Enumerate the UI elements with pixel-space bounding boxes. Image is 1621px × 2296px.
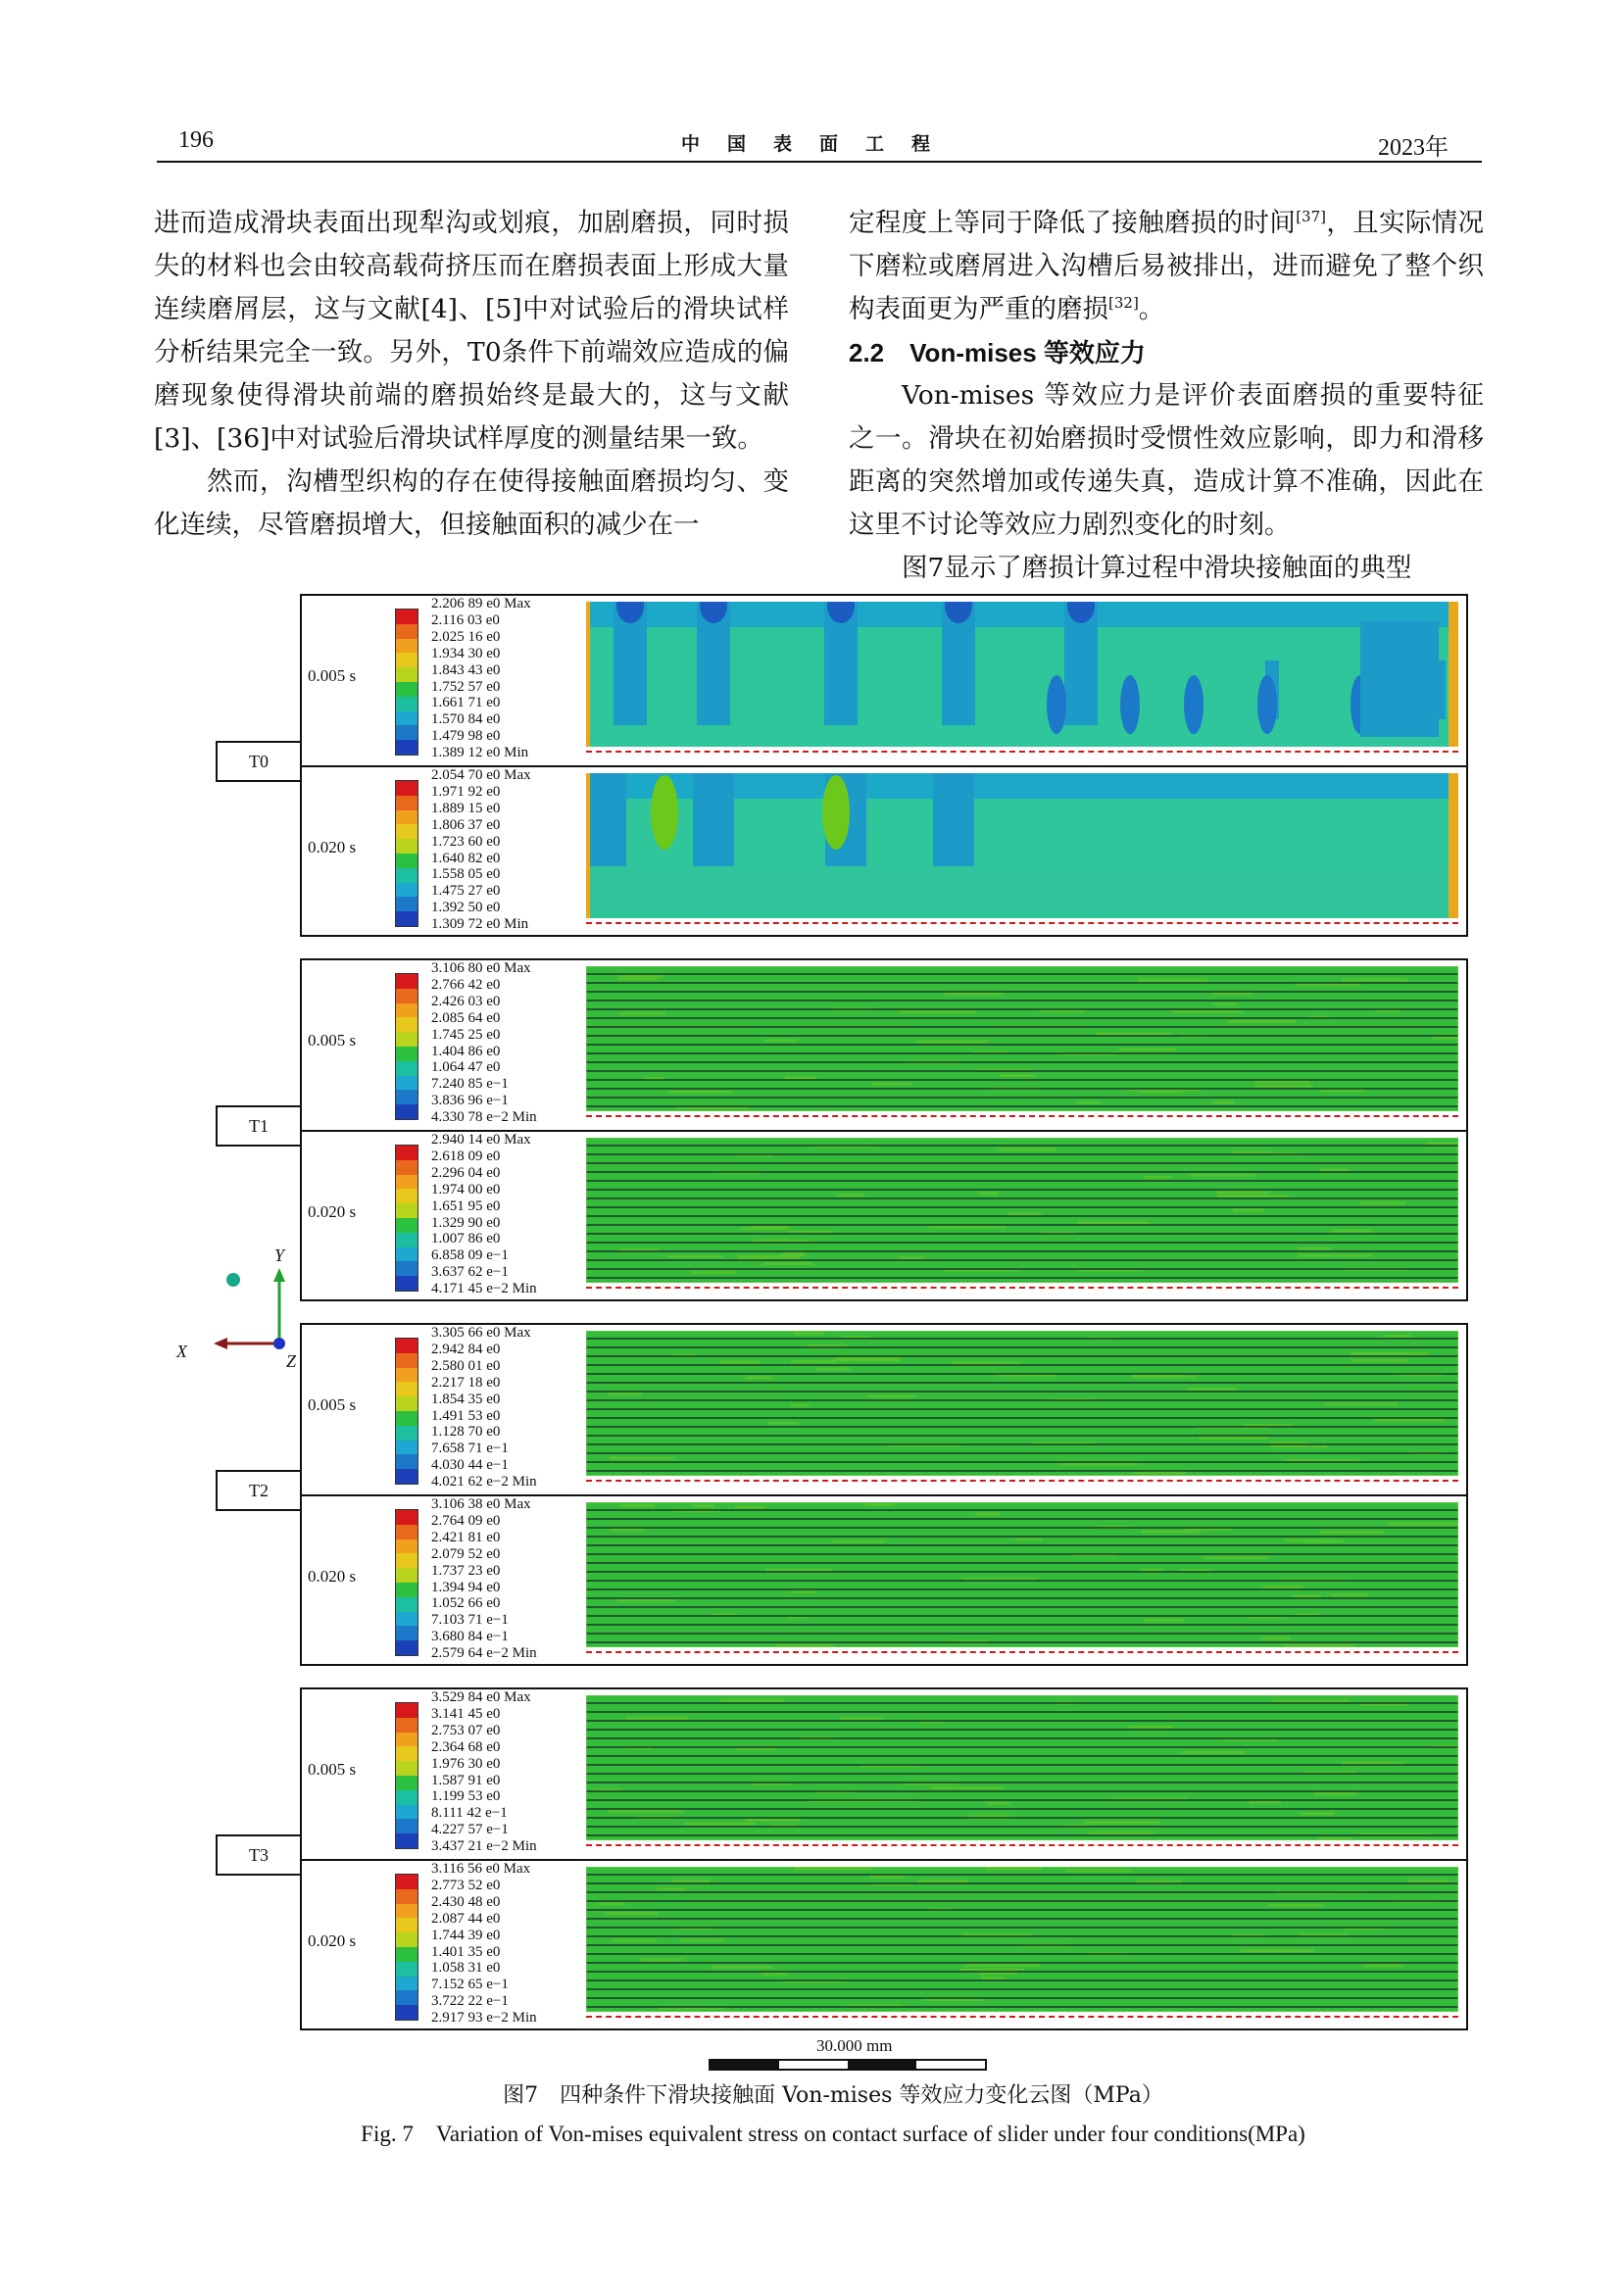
- legend-value: 2.764 09 e0: [431, 1512, 501, 1529]
- legend-value: 2.917 93 e−2 Min: [431, 2010, 537, 2027]
- reference-dashed-line: [586, 922, 1458, 924]
- legend-value: 3.116 56 e0 Max: [431, 1861, 531, 1877]
- colorbar: [395, 780, 418, 927]
- colorbar-swatch: [396, 1819, 418, 1833]
- colorbar-swatch: [396, 1203, 418, 1218]
- colorbar-swatch: [396, 974, 418, 989]
- colorbar: [395, 1874, 418, 2021]
- legend-value: 2.079 52 e0: [431, 1545, 501, 1562]
- reference-dashed-line: [586, 1651, 1458, 1653]
- colorbar-swatch: [396, 1833, 418, 1848]
- legend-value: 1.587 91 e0: [431, 1772, 501, 1788]
- legend-value: 3.305 66 e0 Max: [431, 1325, 531, 1341]
- page-number: 196: [178, 127, 214, 153]
- legend-value: 1.976 30 e0: [431, 1755, 501, 1772]
- coordinate-triad-icon: [196, 1260, 294, 1358]
- colorbar: [395, 973, 418, 1120]
- citation: [32]: [1108, 294, 1139, 313]
- legend-value: 3.722 22 e−1: [431, 1993, 509, 2010]
- colorbar-swatch: [396, 653, 418, 667]
- stress-contour-plot: [586, 966, 1458, 1111]
- colorbar-swatch: [396, 854, 418, 868]
- time-label: 0.005 s: [308, 1395, 357, 1414]
- time-label: 0.005 s: [308, 666, 357, 685]
- figure-7: [176, 594, 1470, 2146]
- time-label: 0.005 s: [308, 1031, 357, 1050]
- legend-value: 1.974 00 e0: [431, 1181, 501, 1197]
- colorbar-swatch: [396, 897, 418, 911]
- paragraph: 进而造成滑块表面出现犁沟或划痕，加剧磨损，同时损失的材料也会由较高载荷挤压而在磨损表面上形成大量连续磨屑层，这与文献[4]、[5]中对试验后的滑块试样分析结果完全一致。另外，T0条件下前端效应造成的偏磨现象使得滑块前端的磨损始终是最大的，这与文献[3]、[36]中对试验后滑块试样厚度的测量结果一致。: [154, 208, 789, 454]
- colorbar-legend: [431, 1496, 537, 1662]
- journal-title: 中国表面工程: [680, 134, 958, 155]
- time-label: 0.020 s: [308, 838, 357, 856]
- colorbar-swatch: [396, 1339, 418, 1353]
- colorbar-swatch: [396, 1353, 418, 1368]
- colorbar: [395, 1338, 418, 1485]
- time-label: 0.020 s: [308, 1931, 357, 1950]
- figure-caption-en: Fig. 7 Variation of Von-mises equivalent stress on contact surface of slider under four conditions(MPa): [361, 2122, 1305, 2146]
- colorbar-swatch: [396, 1553, 418, 1568]
- colorbar-swatch: [396, 725, 418, 740]
- colorbar-swatch: [396, 868, 418, 883]
- legend-value: 1.491 53 e0: [431, 1407, 501, 1424]
- stress-contour-plot: [586, 1502, 1458, 1647]
- legend-value: 2.296 04 e0: [431, 1164, 501, 1181]
- stress-contour-plot: [586, 773, 1458, 918]
- colorbar-swatch: [396, 1746, 418, 1761]
- colorbar-swatch: [396, 1776, 418, 1790]
- legend-value: 1.723 60 e0: [431, 833, 501, 850]
- colorbar-swatch: [396, 1469, 418, 1484]
- legend-value: 1.570 84 e0: [431, 711, 501, 728]
- right-column: [849, 202, 1484, 590]
- colorbar-swatch: [396, 624, 418, 639]
- legend-value: 2.580 01 e0: [431, 1357, 501, 1374]
- legend-value: 7.240 85 e−1: [431, 1076, 509, 1093]
- axis-label-z: Z: [286, 1351, 297, 1371]
- colorbar-swatch: [396, 1175, 418, 1190]
- citation: [37]: [1296, 208, 1326, 226]
- colorbar-swatch: [396, 1805, 418, 1820]
- colorbar-swatch: [396, 1932, 418, 1947]
- time-label: 0.020 s: [308, 1567, 357, 1586]
- colorbar-swatch: [396, 1160, 418, 1175]
- scale-label: 30.000 mm: [816, 2036, 893, 2055]
- colorbar-swatch: [396, 1090, 418, 1104]
- colorbar-legend: [431, 1861, 537, 2027]
- colorbar-swatch: [396, 1790, 418, 1805]
- colorbar-swatch: [396, 911, 418, 926]
- reference-dashed-line: [586, 1480, 1458, 1482]
- colorbar-swatch: [396, 1718, 418, 1733]
- colorbar-swatch: [396, 1441, 418, 1455]
- legend-value: 3.836 96 e−1: [431, 1093, 509, 1109]
- legend-value: 2.753 07 e0: [431, 1722, 501, 1738]
- legend-value: 1.128 70 e0: [431, 1424, 501, 1441]
- colorbar-swatch: [396, 1032, 418, 1047]
- colorbar-swatch: [396, 610, 418, 624]
- condition-group-t1: [300, 958, 1468, 1301]
- legend-value: 1.475 27 e0: [431, 883, 501, 900]
- colorbar-swatch: [396, 1977, 418, 1991]
- colorbar-legend: [431, 1325, 537, 1490]
- colorbar: [395, 1509, 418, 1656]
- legend-value: 1.394 94 e0: [431, 1579, 501, 1595]
- colorbar-swatch: [396, 1454, 418, 1469]
- colorbar-swatch: [396, 1061, 418, 1076]
- stress-contour-plot: [586, 1331, 1458, 1476]
- condition-group-t0: [300, 594, 1468, 937]
- section-heading: 2.2 Von-mises 等效应力: [849, 338, 1146, 367]
- condition-label: T3: [216, 1834, 302, 1876]
- colorbar-swatch: [396, 1761, 418, 1776]
- colorbar-swatch: [396, 667, 418, 682]
- legend-value: 1.806 37 e0: [431, 816, 501, 833]
- time-label: 0.005 s: [308, 1760, 357, 1779]
- legend-value: 2.085 64 e0: [431, 1009, 501, 1026]
- colorbar-swatch: [396, 1233, 418, 1247]
- colorbar-swatch: [396, 1261, 418, 1276]
- legend-value: 1.640 82 e0: [431, 850, 501, 866]
- condition-label: T1: [216, 1105, 302, 1147]
- legend-value: 3.437 21 e−2 Min: [431, 1838, 537, 1855]
- paragraph: 然而，沟槽型织构的存在使得接触面磨损均匀、变化连续，尽管磨损增大，但接触面积的减少在一: [154, 466, 789, 540]
- colorbar-swatch: [396, 1382, 418, 1396]
- legend-value: 1.889 15 e0: [431, 800, 501, 816]
- colorbar-swatch: [396, 639, 418, 654]
- colorbar-legend: [431, 960, 537, 1126]
- legend-value: 2.766 42 e0: [431, 976, 501, 993]
- stress-panel: [302, 1325, 1466, 1492]
- colorbar-swatch: [396, 1640, 418, 1655]
- legend-value: 1.752 57 e0: [431, 678, 501, 695]
- legend-value: 1.934 30 e0: [431, 645, 501, 661]
- legend-value: 1.745 25 e0: [431, 1026, 501, 1043]
- reference-dashed-line: [586, 751, 1458, 753]
- colorbar-swatch: [396, 1411, 418, 1426]
- reference-dashed-line: [586, 2016, 1458, 2018]
- legend-value: 7.152 65 e−1: [431, 1977, 509, 1993]
- colorbar: [395, 1145, 418, 1292]
- colorbar-swatch: [396, 824, 418, 839]
- colorbar: [395, 609, 418, 756]
- colorbar-swatch: [396, 1189, 418, 1203]
- axis-label-x: X: [176, 1342, 187, 1361]
- colorbar-swatch: [396, 1047, 418, 1061]
- legend-value: 1.737 23 e0: [431, 1562, 501, 1579]
- colorbar-swatch: [396, 682, 418, 697]
- condition-group-t2: [300, 1323, 1468, 1666]
- legend-value: 1.007 86 e0: [431, 1231, 501, 1247]
- colorbar-swatch: [396, 1003, 418, 1018]
- colorbar-swatch: [396, 1904, 418, 1919]
- colorbar-swatch: [396, 1597, 418, 1612]
- stress-panel: [302, 960, 1466, 1128]
- colorbar-swatch: [396, 740, 418, 755]
- colorbar-swatch: [396, 1076, 418, 1091]
- year: 2023年: [1378, 135, 1449, 161]
- left-column: [154, 202, 789, 547]
- legend-value: 1.329 90 e0: [431, 1214, 501, 1231]
- colorbar-swatch: [396, 1889, 418, 1904]
- legend-value: 1.404 86 e0: [431, 1043, 501, 1059]
- colorbar-swatch: [396, 1990, 418, 2005]
- paragraph: 图7显示了磨损计算过程中滑块接触面的典型: [902, 553, 1412, 583]
- colorbar-swatch: [396, 1583, 418, 1597]
- stress-contour-plot: [586, 1695, 1458, 1840]
- legend-value: 2.773 52 e0: [431, 1877, 501, 1893]
- colorbar-swatch: [396, 989, 418, 1003]
- colorbar-swatch: [396, 1875, 418, 1889]
- legend-value: 1.064 47 e0: [431, 1059, 501, 1076]
- colorbar-legend: [431, 1132, 537, 1297]
- colorbar-swatch: [396, 883, 418, 898]
- legend-value: 4.030 44 e−1: [431, 1457, 509, 1474]
- time-label: 0.020 s: [308, 1202, 357, 1221]
- colorbar-legend: [431, 596, 531, 761]
- legend-value: 2.087 44 e0: [431, 1910, 501, 1927]
- legend-value: 1.309 72 e0 Min: [431, 916, 529, 933]
- paragraph: Von-mises 等效应力是评价表面磨损的重要特征之一。滑块在初始磨损时受惯性效应影响，即力和滑移距离的突然增加或传递失真，造成计算不准确，因此在这里不讨论等效应力剧烈变化的时刻。: [849, 380, 1484, 540]
- condition-label: T2: [216, 1470, 302, 1511]
- legend-value: 2.116 03 e0: [431, 611, 500, 628]
- colorbar-swatch: [396, 1525, 418, 1539]
- legend-value: 1.651 95 e0: [431, 1197, 501, 1214]
- legend-value: 2.025 16 e0: [431, 628, 501, 645]
- legend-value: 1.558 05 e0: [431, 866, 501, 883]
- colorbar-legend: [431, 767, 531, 933]
- stress-contour-plot: [586, 602, 1458, 747]
- colorbar: [395, 1702, 418, 1849]
- reference-dashed-line: [586, 1287, 1458, 1289]
- colorbar-swatch: [396, 1276, 418, 1291]
- colorbar-swatch: [396, 1426, 418, 1441]
- legend-value: 2.940 14 e0 Max: [431, 1132, 531, 1148]
- legend-value: 2.579 64 e−2 Min: [431, 1645, 537, 1662]
- legend-value: 2.206 89 e0 Max: [431, 596, 531, 611]
- legend-value: 2.618 09 e0: [431, 1148, 501, 1164]
- colorbar-swatch: [396, 2005, 418, 2020]
- legend-value: 1.661 71 e0: [431, 695, 501, 711]
- stress-panel: [302, 1859, 1466, 2028]
- legend-value: 2.364 68 e0: [431, 1738, 501, 1755]
- legend-value: 2.426 03 e0: [431, 993, 501, 1009]
- legend-value: 1.058 31 e0: [431, 1960, 501, 1977]
- legend-value: 7.658 71 e−1: [431, 1441, 509, 1457]
- stress-panel: [302, 596, 1466, 763]
- legend-value: 2.942 84 e0: [431, 1341, 501, 1357]
- legend-value: 3.680 84 e−1: [431, 1629, 509, 1645]
- colorbar-swatch: [396, 1539, 418, 1554]
- legend-value: 2.217 18 e0: [431, 1374, 501, 1391]
- legend-value: 2.430 48 e0: [431, 1893, 501, 1910]
- legend-value: 4.227 57 e−1: [431, 1822, 509, 1838]
- legend-value: 3.106 80 e0 Max: [431, 960, 531, 976]
- legend-value: 3.141 45 e0: [431, 1705, 501, 1722]
- condition-label: T0: [216, 741, 302, 782]
- legend-value: 1.971 92 e0: [431, 783, 501, 800]
- colorbar-legend: [431, 1689, 537, 1855]
- legend-value: 2.421 81 e0: [431, 1529, 501, 1545]
- colorbar-swatch: [396, 1146, 418, 1160]
- stress-panel: [302, 765, 1466, 935]
- colorbar-swatch: [396, 1703, 418, 1718]
- legend-value: 8.111 42 e−1: [431, 1805, 508, 1822]
- colorbar-swatch: [396, 810, 418, 825]
- stress-panel: [302, 1130, 1466, 1299]
- colorbar-swatch: [396, 1918, 418, 1932]
- stress-panel: [302, 1689, 1466, 1857]
- figure-caption-cn: 图7 四种条件下滑块接触面 Von-mises 等效应力变化云图（MPa）: [503, 2083, 1163, 2108]
- colorbar-swatch: [396, 1368, 418, 1383]
- legend-value: 1.199 53 e0: [431, 1788, 501, 1805]
- colorbar-swatch: [396, 839, 418, 854]
- stress-contour-plot: [586, 1867, 1458, 2012]
- legend-value: 1.389 12 e0 Min: [431, 745, 529, 761]
- stress-contour-plot: [586, 1138, 1458, 1283]
- colorbar-swatch: [396, 1510, 418, 1525]
- colorbar-swatch: [396, 1017, 418, 1032]
- colorbar-swatch: [396, 1104, 418, 1119]
- legend-value: 1.479 98 e0: [431, 728, 501, 745]
- legend-value: 3.529 84 e0 Max: [431, 1689, 531, 1705]
- reference-dashed-line: [586, 1115, 1458, 1117]
- colorbar-swatch: [396, 781, 418, 796]
- colorbar-swatch: [396, 1247, 418, 1262]
- colorbar-swatch: [396, 1962, 418, 1977]
- legend-value: 7.103 71 e−1: [431, 1612, 509, 1629]
- reference-dashed-line: [586, 1844, 1458, 1846]
- legend-value: 6.858 09 e−1: [431, 1247, 509, 1264]
- colorbar-swatch: [396, 1612, 418, 1627]
- colorbar-swatch: [396, 796, 418, 810]
- colorbar-swatch: [396, 1733, 418, 1747]
- legend-value: 3.106 38 e0 Max: [431, 1496, 531, 1512]
- legend-value: 1.401 35 e0: [431, 1943, 501, 1960]
- legend-value: 3.637 62 e−1: [431, 1264, 509, 1281]
- legend-value: 1.052 66 e0: [431, 1595, 501, 1612]
- condition-group-t3: [300, 1687, 1468, 2030]
- legend-value: 1.843 43 e0: [431, 661, 501, 678]
- running-header: [157, 123, 1482, 163]
- colorbar-swatch: [396, 697, 418, 711]
- stress-panel: [302, 1494, 1466, 1664]
- legend-value: 1.854 35 e0: [431, 1391, 501, 1407]
- legend-value: 4.021 62 e−2 Min: [431, 1474, 537, 1490]
- colorbar-swatch: [396, 711, 418, 726]
- legend-value: 2.054 70 e0 Max: [431, 767, 531, 783]
- colorbar-swatch: [396, 1218, 418, 1233]
- colorbar-swatch: [396, 1626, 418, 1640]
- scale-bar: [709, 2059, 987, 2071]
- axis-label-y: Y: [274, 1246, 285, 1265]
- legend-value: 1.392 50 e0: [431, 900, 501, 916]
- legend-value: 4.171 45 e−2 Min: [431, 1281, 537, 1297]
- legend-value: 1.744 39 e0: [431, 1927, 501, 1943]
- paragraph: 定程度上等同于降低了接触磨损的时间[37]，且实际情况下磨粒或磨屑进入沟槽后易被排出，进而避免了整个织构表面更为严重的磨损[32]。: [849, 208, 1485, 324]
- colorbar-swatch: [396, 1396, 418, 1411]
- colorbar-swatch: [396, 1568, 418, 1583]
- colorbar-swatch: [396, 1947, 418, 1962]
- legend-value: 4.330 78 e−2 Min: [431, 1109, 537, 1126]
